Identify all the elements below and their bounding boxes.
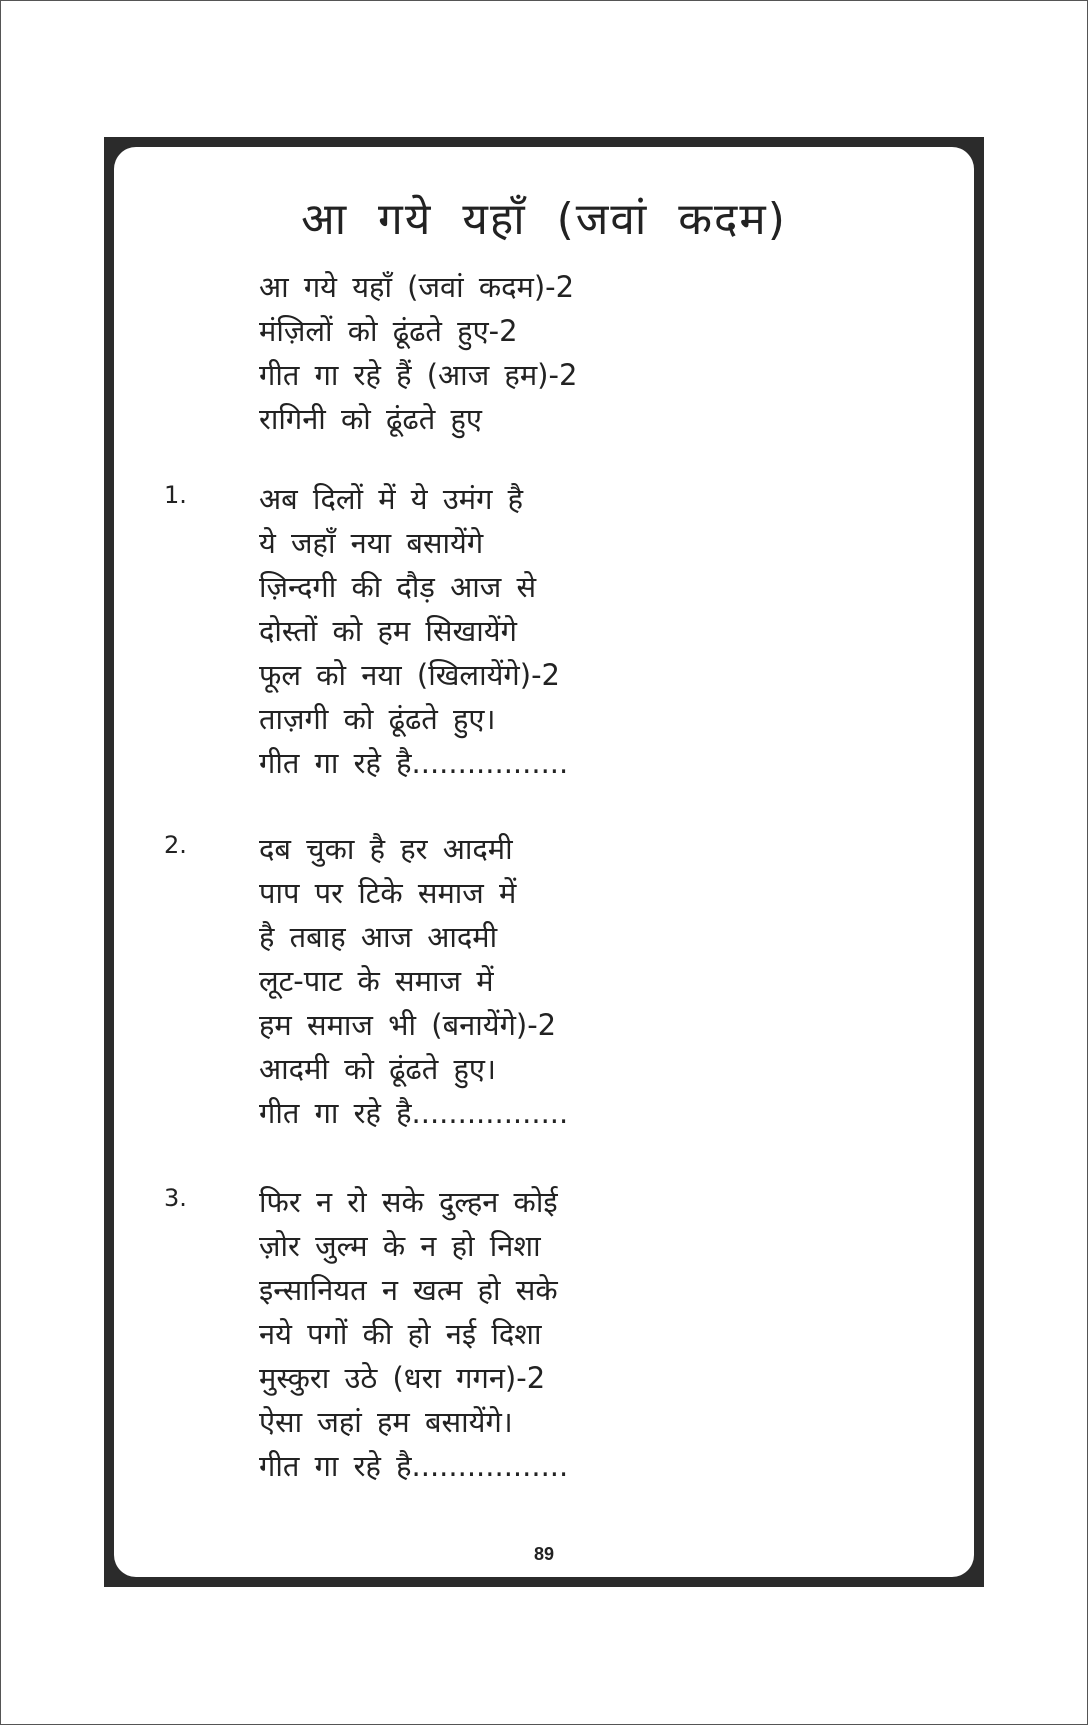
song-title: आ गये यहाँ (जवां कदम) (301, 194, 787, 245)
stanza-line: ज़ोर जुल्म के न हो निशा (259, 1229, 541, 1263)
stanza-line: गीत गा रहे है................. (259, 1449, 569, 1483)
stanza-line: अब दिलों में ये उमंग है (259, 482, 524, 516)
stanza-lines (259, 477, 568, 785)
stanza-line: ज़िन्दगी की दौड़ आज से (259, 570, 537, 604)
chorus (259, 265, 577, 441)
stanza-line: आदमी को ढूंढते हुए। (259, 1052, 496, 1086)
stanza-line: इन्सानियत न खत्म हो सके (259, 1273, 558, 1307)
stanza-line: ताज़गी को ढूंढते हुए। (259, 702, 496, 736)
chorus-line: रागिनी को ढूंढते हुए (259, 402, 482, 436)
stanza-lines (259, 1180, 568, 1488)
stanza-number: 1. (164, 481, 187, 509)
stanza-line: गीत गा रहे है................. (259, 1096, 569, 1130)
stanza-line: दोस्तों को हम सिखायेंगे (259, 614, 517, 648)
stanza-lines (259, 827, 568, 1135)
stanza-line: ये जहाँ नया बसायेंगे (259, 526, 484, 560)
stanza-line: गीत गा रहे है................. (259, 746, 569, 780)
stanza-line: फूल को नया (खिलायेंगे)-2 (259, 658, 560, 692)
stanza-line: मुस्कुरा उठे (धरा गगन)-2 (259, 1361, 546, 1395)
stanza-number: 3. (164, 1184, 187, 1212)
stanza-line: पाप पर टिके समाज में (259, 876, 517, 910)
chorus-line: मंज़िलों को ढूंढते हुए-2 (259, 314, 518, 348)
stanza-line: ऐसा जहां हम बसायेंगे। (259, 1405, 513, 1439)
song-card (114, 147, 974, 1577)
stanza-line: हम समाज भी (बनायेंगे)-2 (259, 1008, 557, 1042)
chorus-line: गीत गा रहे हैं (आज हम)-2 (259, 358, 578, 392)
stanza-line: फिर न रो सके दुल्हन कोई (259, 1185, 558, 1219)
chorus-line: आ गये यहाँ (जवां कदम)-2 (259, 270, 575, 304)
page-frame (104, 137, 984, 1587)
stanza-number: 2. (164, 831, 187, 859)
stanza-line: लूट-पाट के समाज में (259, 964, 494, 998)
stanza-line: है तबाह आज आदमी (259, 920, 498, 954)
page-number: 89 (533, 1544, 555, 1564)
stanza-line: नये पगों की हो नई दिशा (259, 1317, 542, 1351)
stanza-line: दब चुका है हर आदमी (259, 832, 513, 866)
